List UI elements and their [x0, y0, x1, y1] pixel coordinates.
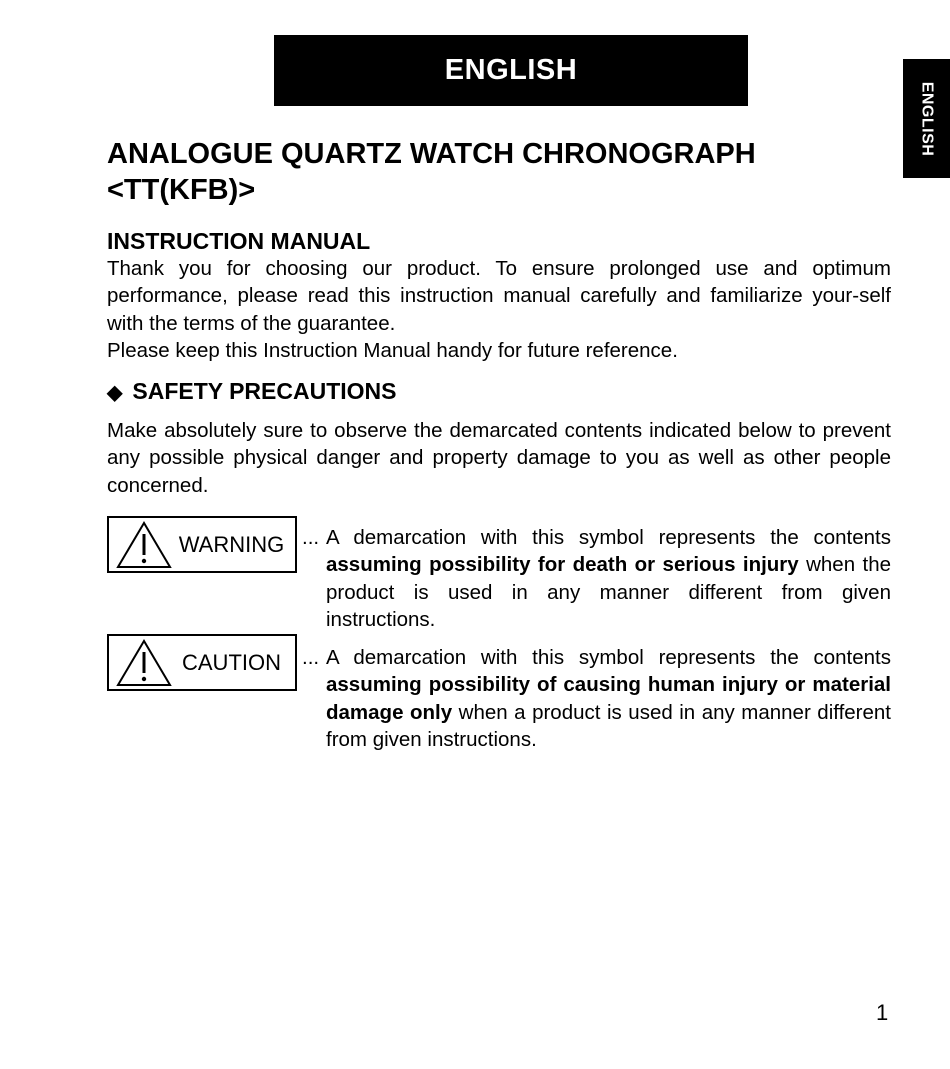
instruction-manual-heading: INSTRUCTION MANUAL	[107, 228, 371, 254]
language-side-tab	[903, 59, 950, 178]
warning-symbol-box	[107, 516, 297, 573]
language-banner	[274, 35, 748, 106]
warning-text-end: when the product is used in any manner different from given instructions.	[326, 553, 892, 631]
safety-heading-label: SAFETY PRECAUTIONS	[132, 378, 397, 404]
keep-manual-paragraph: Please keep this Instruction Manual handy for future reference.	[107, 339, 678, 362]
warning-text-start: A demarcation with this symbol represents the contents	[326, 526, 891, 549]
caution-triangle-icon	[116, 638, 172, 688]
safety-precautions-heading	[107, 377, 397, 407]
caution-description	[326, 644, 891, 753]
language-banner-label: ENGLISH	[444, 54, 578, 86]
caution-dots: ...	[302, 646, 320, 669]
caution-text-emphasis: assuming possibility of causing human injury or material damage only	[326, 673, 891, 724]
caution-symbol-box	[107, 634, 297, 691]
warning-text-emphasis: assuming possibility for death or serious injury	[326, 553, 799, 577]
warning-label: WARNING	[178, 531, 285, 557]
warning-description	[326, 524, 891, 633]
page-number: 1	[876, 1000, 889, 1025]
caution-text-start: A demarcation with this symbol represents the contents	[326, 646, 891, 669]
warning-dots: ...	[302, 526, 320, 549]
warning-triangle-icon	[116, 520, 172, 570]
intro-paragraph: Thank you for choosing our product. To ensure prolonged use and optimum performance, please read this instruction manual carefully and familiarize your-self with the terms of the guarantee.	[107, 257, 891, 335]
caution-text-end: when a product is used in any manner different from given instructions.	[326, 700, 892, 751]
caution-label: CAUTION	[182, 649, 281, 675]
title-line-2: <TT(KFB)>	[107, 174, 256, 206]
diamond-icon: ◆	[107, 382, 123, 404]
side-tab-label: ENGLISH	[918, 81, 936, 156]
document-title	[107, 136, 897, 208]
title-line-1: ANALOGUE QUARTZ WATCH CHRONOGRAPH	[107, 138, 756, 170]
safety-intro-paragraph: Make absolutely sure to observe the demarcated contents indicated below to prevent any possible physical danger and property damage to you as well as other people concerned.	[107, 419, 891, 497]
